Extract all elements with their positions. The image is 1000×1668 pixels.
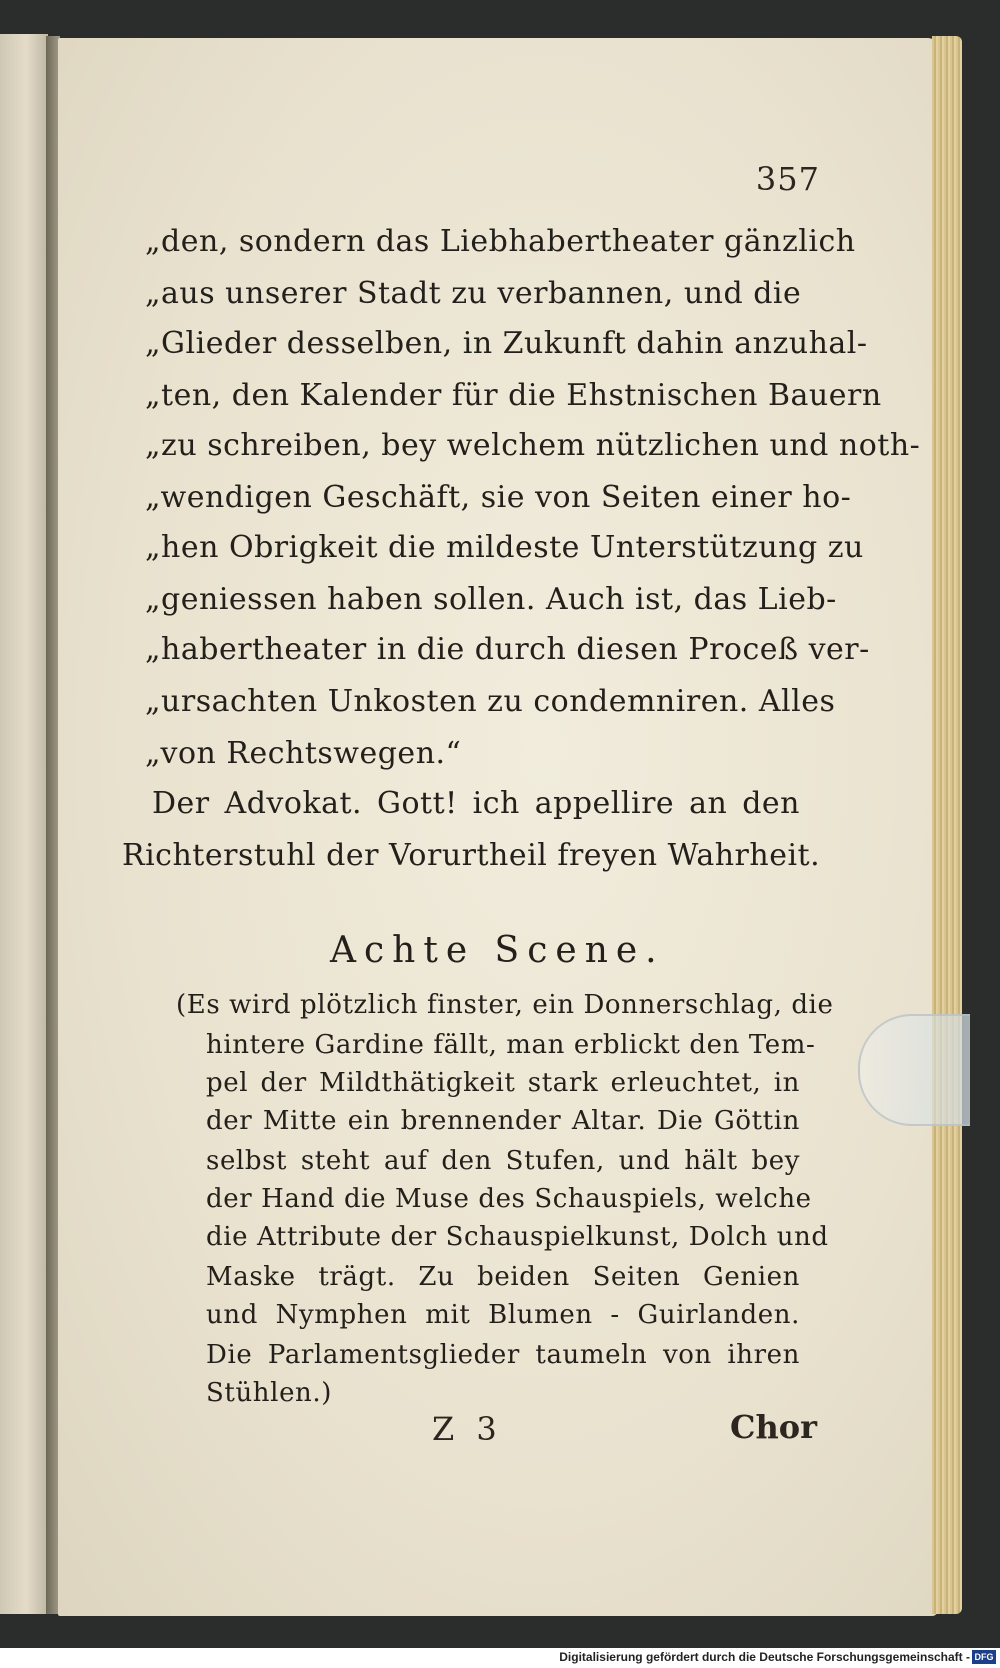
digitization-credit: Digitalisierung gefördert durch die Deutsche Forschungsgemeinschaft - xyxy=(559,1650,970,1664)
stage-direction-line: Stühlen.) xyxy=(206,1378,333,1408)
stage-direction-line: (Es wird plötzlich finster, ein Donnerschlag, die xyxy=(176,990,834,1020)
body-line: „den, sondern das Liebhabertheater gänzlich xyxy=(145,224,856,259)
stage-direction-line: hintere Gardine fällt, man erblickt den Tem- xyxy=(206,1030,816,1060)
stage-direction-line: pel der Mildthätigkeit stark erleuchtet, in xyxy=(206,1068,800,1098)
body-line: „aus unserer Stadt zu verbannen, und die xyxy=(145,276,802,311)
body-line: „habertheater in die durch diesen Proceß ver- xyxy=(145,632,870,667)
body-line: „von Rechtswegen.“ xyxy=(145,736,462,771)
stage-direction-line: Die Parlamentsglieder taumeln von ihren xyxy=(206,1340,800,1370)
stage-direction-line: die Attribute der Schauspielkunst, Dolch und xyxy=(206,1222,829,1252)
body-line: „geniessen haben sollen. Auch ist, das Lieb- xyxy=(145,582,837,617)
signature-mark: Z 3 xyxy=(432,1410,503,1448)
body-line: „zu schreiben, bey welchem nützlichen und noth- xyxy=(145,428,921,463)
body-line: „hen Obrigkeit die mildeste Unterstützung zu xyxy=(145,530,864,565)
catchword: Chor xyxy=(730,1408,817,1446)
page-number: 357 xyxy=(755,160,820,198)
body-line: „ursachten Unkosten zu condemniren. Alles xyxy=(145,684,836,719)
stage-direction-line: der Mitte ein brennender Altar. Die Göttin xyxy=(206,1106,800,1136)
dfg-logo: DFG xyxy=(972,1650,996,1664)
speaker-line: Der Advokat. Gott! ich appellire an den xyxy=(152,786,800,821)
body-line: „Glieder desselben, in Zukunft dahin anzuhal- xyxy=(145,326,868,361)
body-line: Richterstuhl der Vorurtheil freyen Wahrheit. xyxy=(122,838,821,873)
stage-direction-line: selbst steht auf den Stufen, und hält bey xyxy=(206,1146,800,1176)
stage-direction-line: Maske trägt. Zu beiden Seiten Genien xyxy=(206,1262,800,1292)
body-line: „wendigen Geschäft, sie von Seiten einer ho- xyxy=(145,480,852,515)
scene-heading: Achte Scene. xyxy=(330,930,665,971)
stage-direction-line: und Nymphen mit Blumen - Guirlanden. xyxy=(206,1300,800,1330)
body-line: „ten, den Kalender für die Ehstnischen Bauern xyxy=(145,378,882,413)
stage-direction-line: der Hand die Muse des Schauspiels, welche xyxy=(206,1184,812,1214)
